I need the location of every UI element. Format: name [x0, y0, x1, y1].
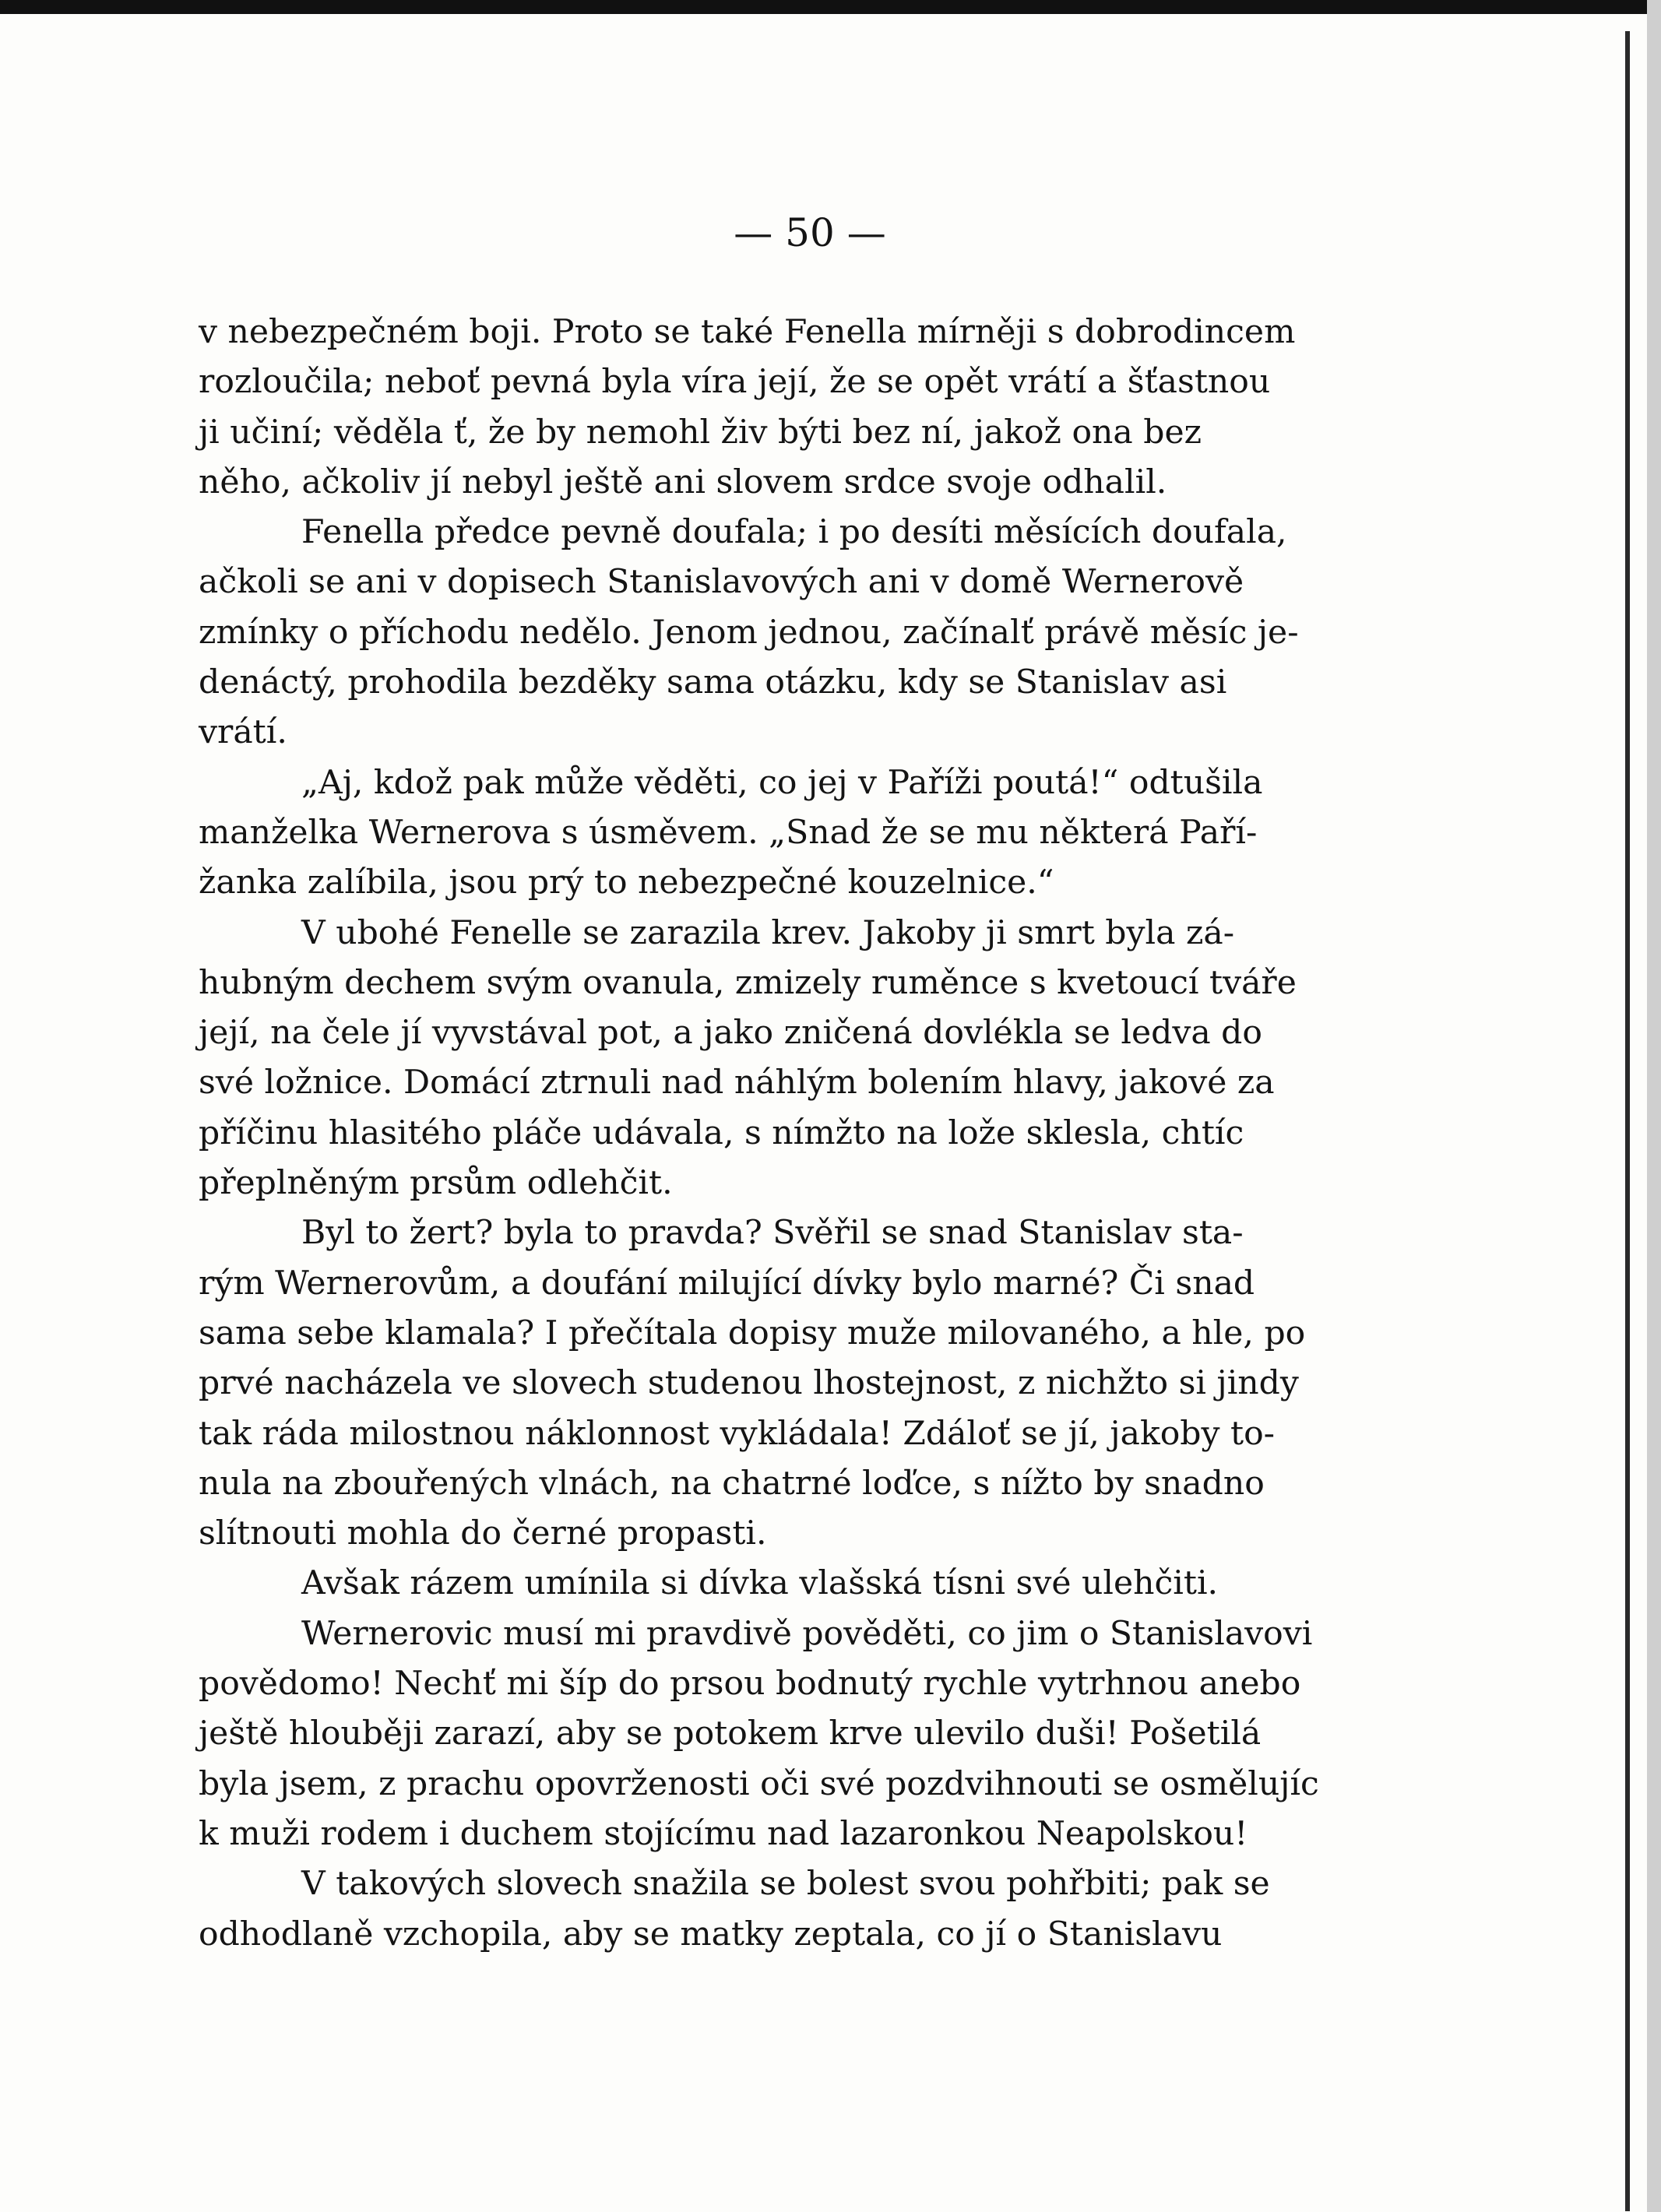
- scan-right-rule: [1625, 31, 1630, 2211]
- text-line: Wernerovic musí mi pravdivě pověděti, co jim o Stanislavovi: [301, 1614, 1313, 1653]
- text-line: své ložnice. Domácí ztrnuli nad náhlým bolením hlavy, jakové za: [199, 1064, 1275, 1102]
- page-number: — 50 —: [734, 210, 886, 255]
- text-line: v nebezpečném boji. Proto se také Fenella mírněji s dobrodincem: [199, 313, 1296, 351]
- text-line: Byl to žert? byla to pravda? Svěřil se snad Stanislav sta-: [301, 1214, 1244, 1253]
- text-line: její, na čele jí vyvstával pot, a jako zničená dovlékla se ledva do: [199, 1014, 1262, 1053]
- text-line: tak ráda milostnou náklonnost vykládala! Zdáloť se jí, jakoby to-: [199, 1414, 1276, 1453]
- text-line: rozloučila; neboť pevná byla víra její, že se opět vrátí a šťastnou: [199, 363, 1271, 402]
- text-line: denáctý, prohodila bezděky sama otázku, kdy se Stanislav asi: [199, 663, 1227, 702]
- text-line: rým Wernerovům, a doufání milující dívky bylo marné? Či snad: [199, 1264, 1255, 1303]
- text-line: byla jsem, z prachu opovrženosti oči své pozdvihnouti se osmělujíc: [199, 1764, 1319, 1803]
- text-line: V ubohé Fenelle se zarazila krev. Jakoby ji smrt byla zá-: [301, 913, 1235, 952]
- scan-top-edge: [0, 0, 1661, 14]
- text-line: žanka zalíbila, jsou prý to nebezpečné kouzelnice.“: [199, 863, 1054, 902]
- text-line: prvé nacházela ve slovech studenou lhostejnost, z nichžto si jindy: [199, 1364, 1299, 1403]
- text-line: hubným dechem svým ovanula, zmizely ruměnce s kvetoucí tváře: [199, 963, 1297, 1002]
- text-line: přeplněným prsům odlehčit.: [199, 1164, 673, 1203]
- text-line: ji učiní; věděla ť, že by nemohl živ býti bez ní, jakož ona bez: [199, 413, 1202, 452]
- scan-right-edge: [1647, 0, 1661, 2212]
- text-line: příčinu hlasitého pláče udávala, s nímžto na lože sklesla, chtíc: [199, 1113, 1244, 1152]
- text-line: V takových slovech snažila se bolest svou pohřbiti; pak se: [301, 1865, 1270, 1904]
- text-line: vrátí.: [199, 713, 287, 752]
- text-line: zmínky o příchodu nedělo. Jenom jednou, začínalť právě měsíc je-: [199, 613, 1299, 652]
- text-line: něho, ačkoliv jí nebyl ještě ani slovem srdce svoje odhalil.: [199, 462, 1167, 501]
- text-line: odhodlaně vzchopila, aby se matky zeptala, co jí o Stanislavu: [199, 1915, 1223, 1954]
- text-line: Avšak rázem umínila si dívka vlašská tísni své ulehčiti.: [301, 1564, 1219, 1603]
- text-line: sama sebe klamala? I přečítala dopisy muže milovaného, a hle, po: [199, 1313, 1306, 1352]
- text-line: slítnouti mohla do černé propasti.: [199, 1514, 767, 1553]
- text-line: „Aj, kdož pak může věděti, co jej v Paříži poutá!“ odtušila: [301, 763, 1263, 802]
- text-line: manželka Wernerova s úsměvem. „Snad že se mu některá Paří-: [199, 813, 1258, 852]
- text-line: ačkoli se ani v dopisech Stanislavových ani v domě Wernerově: [199, 563, 1244, 602]
- text-line: nula na zbouřených vlnách, na chatrné loďce, s nížto by snadno: [199, 1464, 1265, 1503]
- text-line: k muži rodem i duchem stojícímu nad lazaronkou Neapolskou!: [199, 1814, 1248, 1853]
- text-line: ještě hlouběji zarazí, aby se potokem krve ulevilo duši! Pošetilá: [199, 1714, 1262, 1753]
- body-text: [199, 308, 1429, 1960]
- text-line: povědomo! Nechť mi šíp do prsou bodnutý rychle vytrhnou anebo: [199, 1665, 1301, 1704]
- text-line: Fenella předce pevně doufala; i po desíti měsících doufala,: [301, 513, 1287, 552]
